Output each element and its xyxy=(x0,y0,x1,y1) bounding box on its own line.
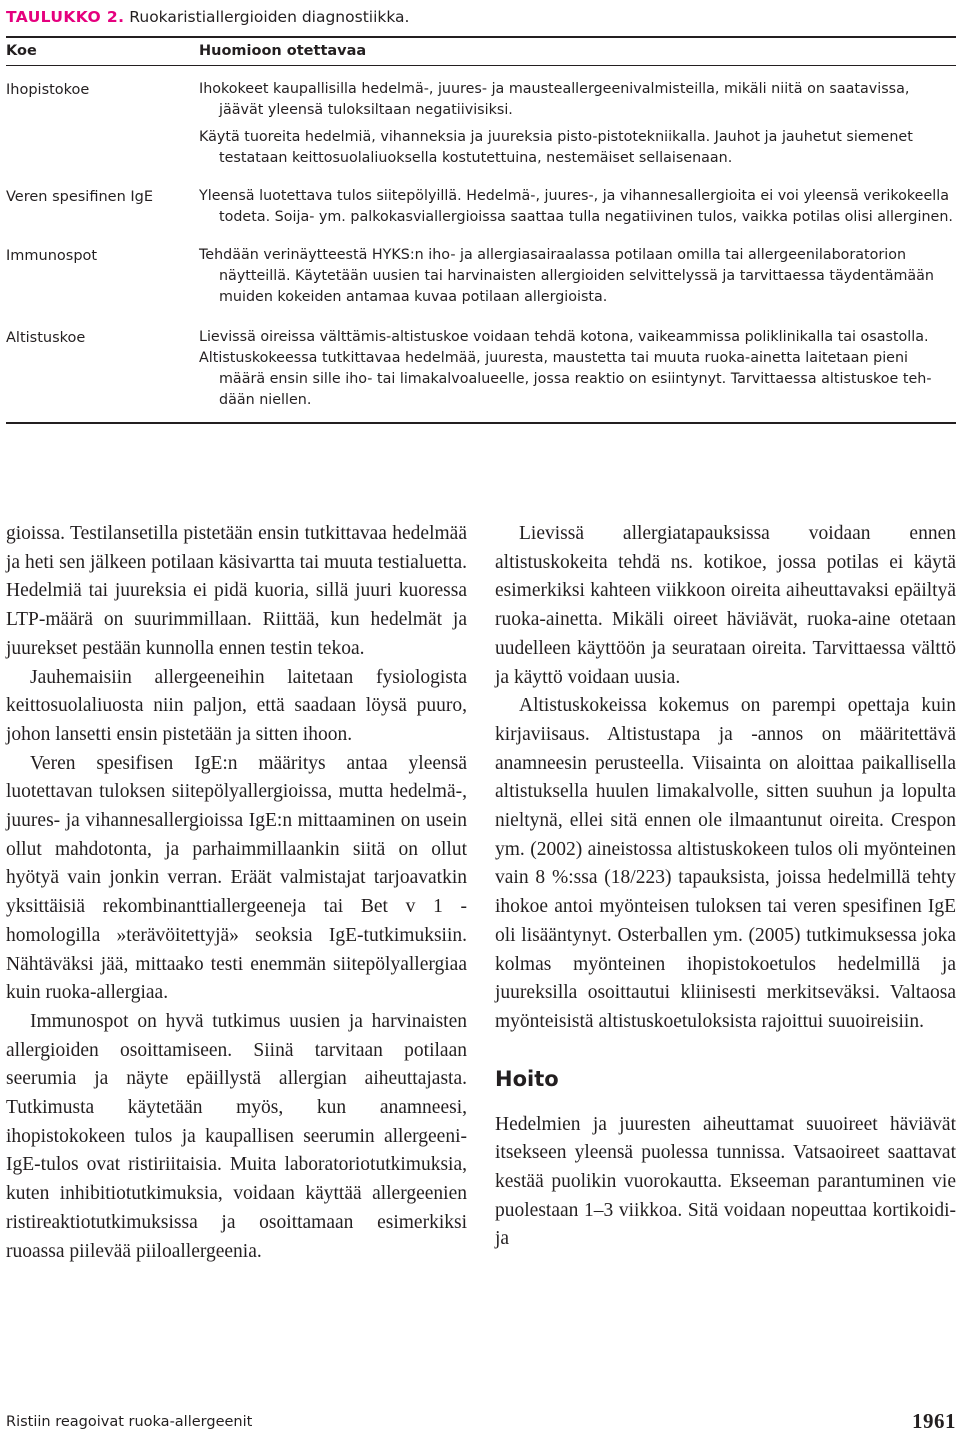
table-row-label-immunospot: Immunospot xyxy=(6,248,98,264)
table-cell-line: Yleensä luotettava tulos siitepölyillä. Hedelmä-, juures-, ja vihannesallergioita ei voi yleensä verikokeella xyxy=(199,188,949,204)
table-cell-line: Lievissä oireissa välttämis-altistuskoe voidaan tehdä kotona, vaikeammissa poliklinikalla tai osastolla. xyxy=(199,329,929,345)
table-cell-veren-spesifinen-ige xyxy=(199,186,957,228)
table-row-label-veren-spesifinen-ige: Veren spesifinen IgE xyxy=(6,189,154,205)
body-paragraph: gioissa. Testilansetilla pistetään ensin tutkittavaa hedelmää ja heti sen jälkeen potilaan käsivartta tai muuta testialuetta. Hedelmiä tai juureksia ei pidä kuoria, sillä juuri kuoressa LTP-määrä on suurimmillaan. Riittää, kun hedelmät ja juurekset pestään kunnolla ennen testin tekoa. xyxy=(6,523,467,659)
table-caption-text: Ruokaristiallergioiden diagnostiikka. xyxy=(129,8,410,26)
table-header-koe: Koe xyxy=(6,43,37,59)
body-paragraph: Immunospot on hyvä tutkimus uusien ja harvinaisten allergioiden osoittamiseen. Siinä tarvitaan potilaan seerumia ja näyte epäillystä allergian aiheuttajasta. Tutkimusta käytetään myös, kun anamneesi, ihopistokokeen tulos ja kaupallisen seerumin allergeeni-IgE-tulos ovat ristiriitaisia. Muita laboratoriotutkimuksia, kuten inhibitiotutkimuksia, voidaan käyttää allergeenien ristireaktiotutkimuksissa ja osoittamaan esimerkiksi ruoassa piilevää piiloallergeenia. xyxy=(6,1010,467,1262)
body-paragraph: Altistuskokeissa kokemus on parempi opettaja kuin kirjaviisaus. Altistustapa ja -annos on määritettävä anamneesin perusteella. Viisainta on aloittaa paikallisella altistuksella huulen limakalvolle, sitten suuhun ja lopulta nieltynä, ellei sitä ennen ole ilmaantunut oireita. Crespon ym. (2002) aineistossa altistuskokeen tulos oli myönteinen vain 8 %:ssa (18/223) tapauksista, joissa hedelmillä tehty ihokoe antoi myönteisen tuloksen tai veren spesifinen IgE oli lisääntynyt. Osterballen ym. (2005) tutkimuksessa joka kolmas myönteinen ihopistokoetulos hedelmillä ja juureksilla osoittautui kliinisesti merkitseväksi. Valtaosa myönteisistä altistuskoetuloksista rajoittui suuoireisiin. xyxy=(495,695,956,1032)
table-row-label-ihopistokoe: Ihopistokoe xyxy=(6,82,90,98)
body-paragraph: Lievissä allergiatapauksissa voidaan ennen altistuskokeita tehdä ns. kotikoe, jossa potilas ei käytä esimerkiksi kahteen viikkoon oireita aiheuttavaksi epäiltyä ruoka-ainetta. Mikäli oireet häviävät, ruoka-aine otetaan uudelleen käyttöön ja seurataan oireita. Tarvittaessa välttö ja käyttö voidaan uusia. xyxy=(495,523,956,688)
table-cell-line: testataan keittosuolaliuoksella kostutettuina, nestemäiset sellaisenaan. xyxy=(219,150,733,166)
section-heading-hoito: Hoito xyxy=(495,1066,559,1091)
table-cell-immunospot xyxy=(199,245,957,308)
body-paragraph: Jauhemaisiin allergeeneihin laitetaan fysiologista keittosuolaliuosta niin paljon, että saadaan löysä puuro, johon lansetti ensin pistetään ja sitten ihoon. xyxy=(6,666,467,745)
body-column-right xyxy=(495,520,956,1254)
table-cell-altistuskoe xyxy=(199,327,957,411)
table-cell-line: Ihokokeet kaupallisilla hedelmä-, juures- ja mausteallergeenivalmisteilla, mikäli niitä on saatavissa, xyxy=(199,81,910,97)
table-row-label-altistuskoe: Altistuskoe xyxy=(6,330,86,346)
table-cell-line: muiden kokeiden antamaa kuvaa potilaan allergioista. xyxy=(219,289,608,305)
table-cell-ihopistokoe xyxy=(199,79,957,169)
running-title: Ristiin reagoivat ruoka-allergeenit xyxy=(6,1414,253,1430)
table-cell-line: Käytä tuoreita hedelmiä, vihanneksia ja juureksia pisto-pistotekniikalla. Jauhot ja jauhetut siemenet xyxy=(199,129,913,145)
table-caption xyxy=(6,6,410,28)
table-cell-line: Altistuskokeessa tutkittavaa hedelmää, juuresta, maustetta tai muuta ruoka-ainetta laitetaan pieni xyxy=(199,350,909,366)
page-number: 1961 xyxy=(912,1409,956,1433)
body-paragraph: Hedelmien ja juuresten aiheuttamat suuoireet häviävät itsekseen yleensä puolessa tunnissa. Vatsaoireet saattavat kestää puolikin vuorokautta. Ekseeman parantuminen vie puolestaan 1–3 viikkoa. Sitä voidaan nopeuttaa kortikoidi- ja xyxy=(495,1113,956,1250)
table-cell-line: dään niellen. xyxy=(219,392,312,408)
table-header-huomioon: Huomioon otettavaa xyxy=(199,43,367,59)
table-cell-line: jäävät yleensä tuloksiltaan negatiivisiksi. xyxy=(219,102,513,118)
table-top-rule xyxy=(6,36,956,38)
table-caption-label: TAULUKKO 2. xyxy=(6,8,125,26)
body-column-left xyxy=(6,520,467,1266)
table-cell-line: määrä ensin sille iho- tai limakalvoalueelle, jossa reaktio on esiintynyt. Tarvittaessa altistuskoe teh- xyxy=(219,371,932,387)
table-cell-line: Tehdään verinäytteestä HYKS:n iho- ja allergiasairaalassa potilaan omilla tai allergeenilaboratorion xyxy=(199,247,907,263)
table-header-rule xyxy=(6,65,956,66)
table-cell-line: todeta. Soija- ym. palkokasviallergioissa saattaa tulla negatiivinen tulos, vaikka potilas olisi allerginen. xyxy=(219,209,953,225)
table-cell-line: näytteillä. Käytetään uusien tai harvinaisten allergioiden selvittelyssä ja tarvittaessa täydentämään xyxy=(219,268,934,284)
table-bottom-rule xyxy=(6,422,956,424)
body-paragraph: Veren spesifisen IgE:n määritys antaa yleensä luotettavan tuloksen siitepölyallergioissa, mutta hedelmä-, juures- ja vihannesallergioissa IgE:n mittaaminen on usein ollut mahdotonta, ja parhaimmillaankin siitä on ollut hyötyä vain jonkin verran. Eräät valmistajat tarjoavatkin yksittäisiä rekombinanttiallergeeneja tai Bet v 1 -homologilla »terävöitettyjä» seoksia IgE-tutkimuksiin. Nähtäväksi jää, mittaako testi enemmän siitepölyallergiaa kuin ruoka-allergiaa. xyxy=(6,752,467,1004)
